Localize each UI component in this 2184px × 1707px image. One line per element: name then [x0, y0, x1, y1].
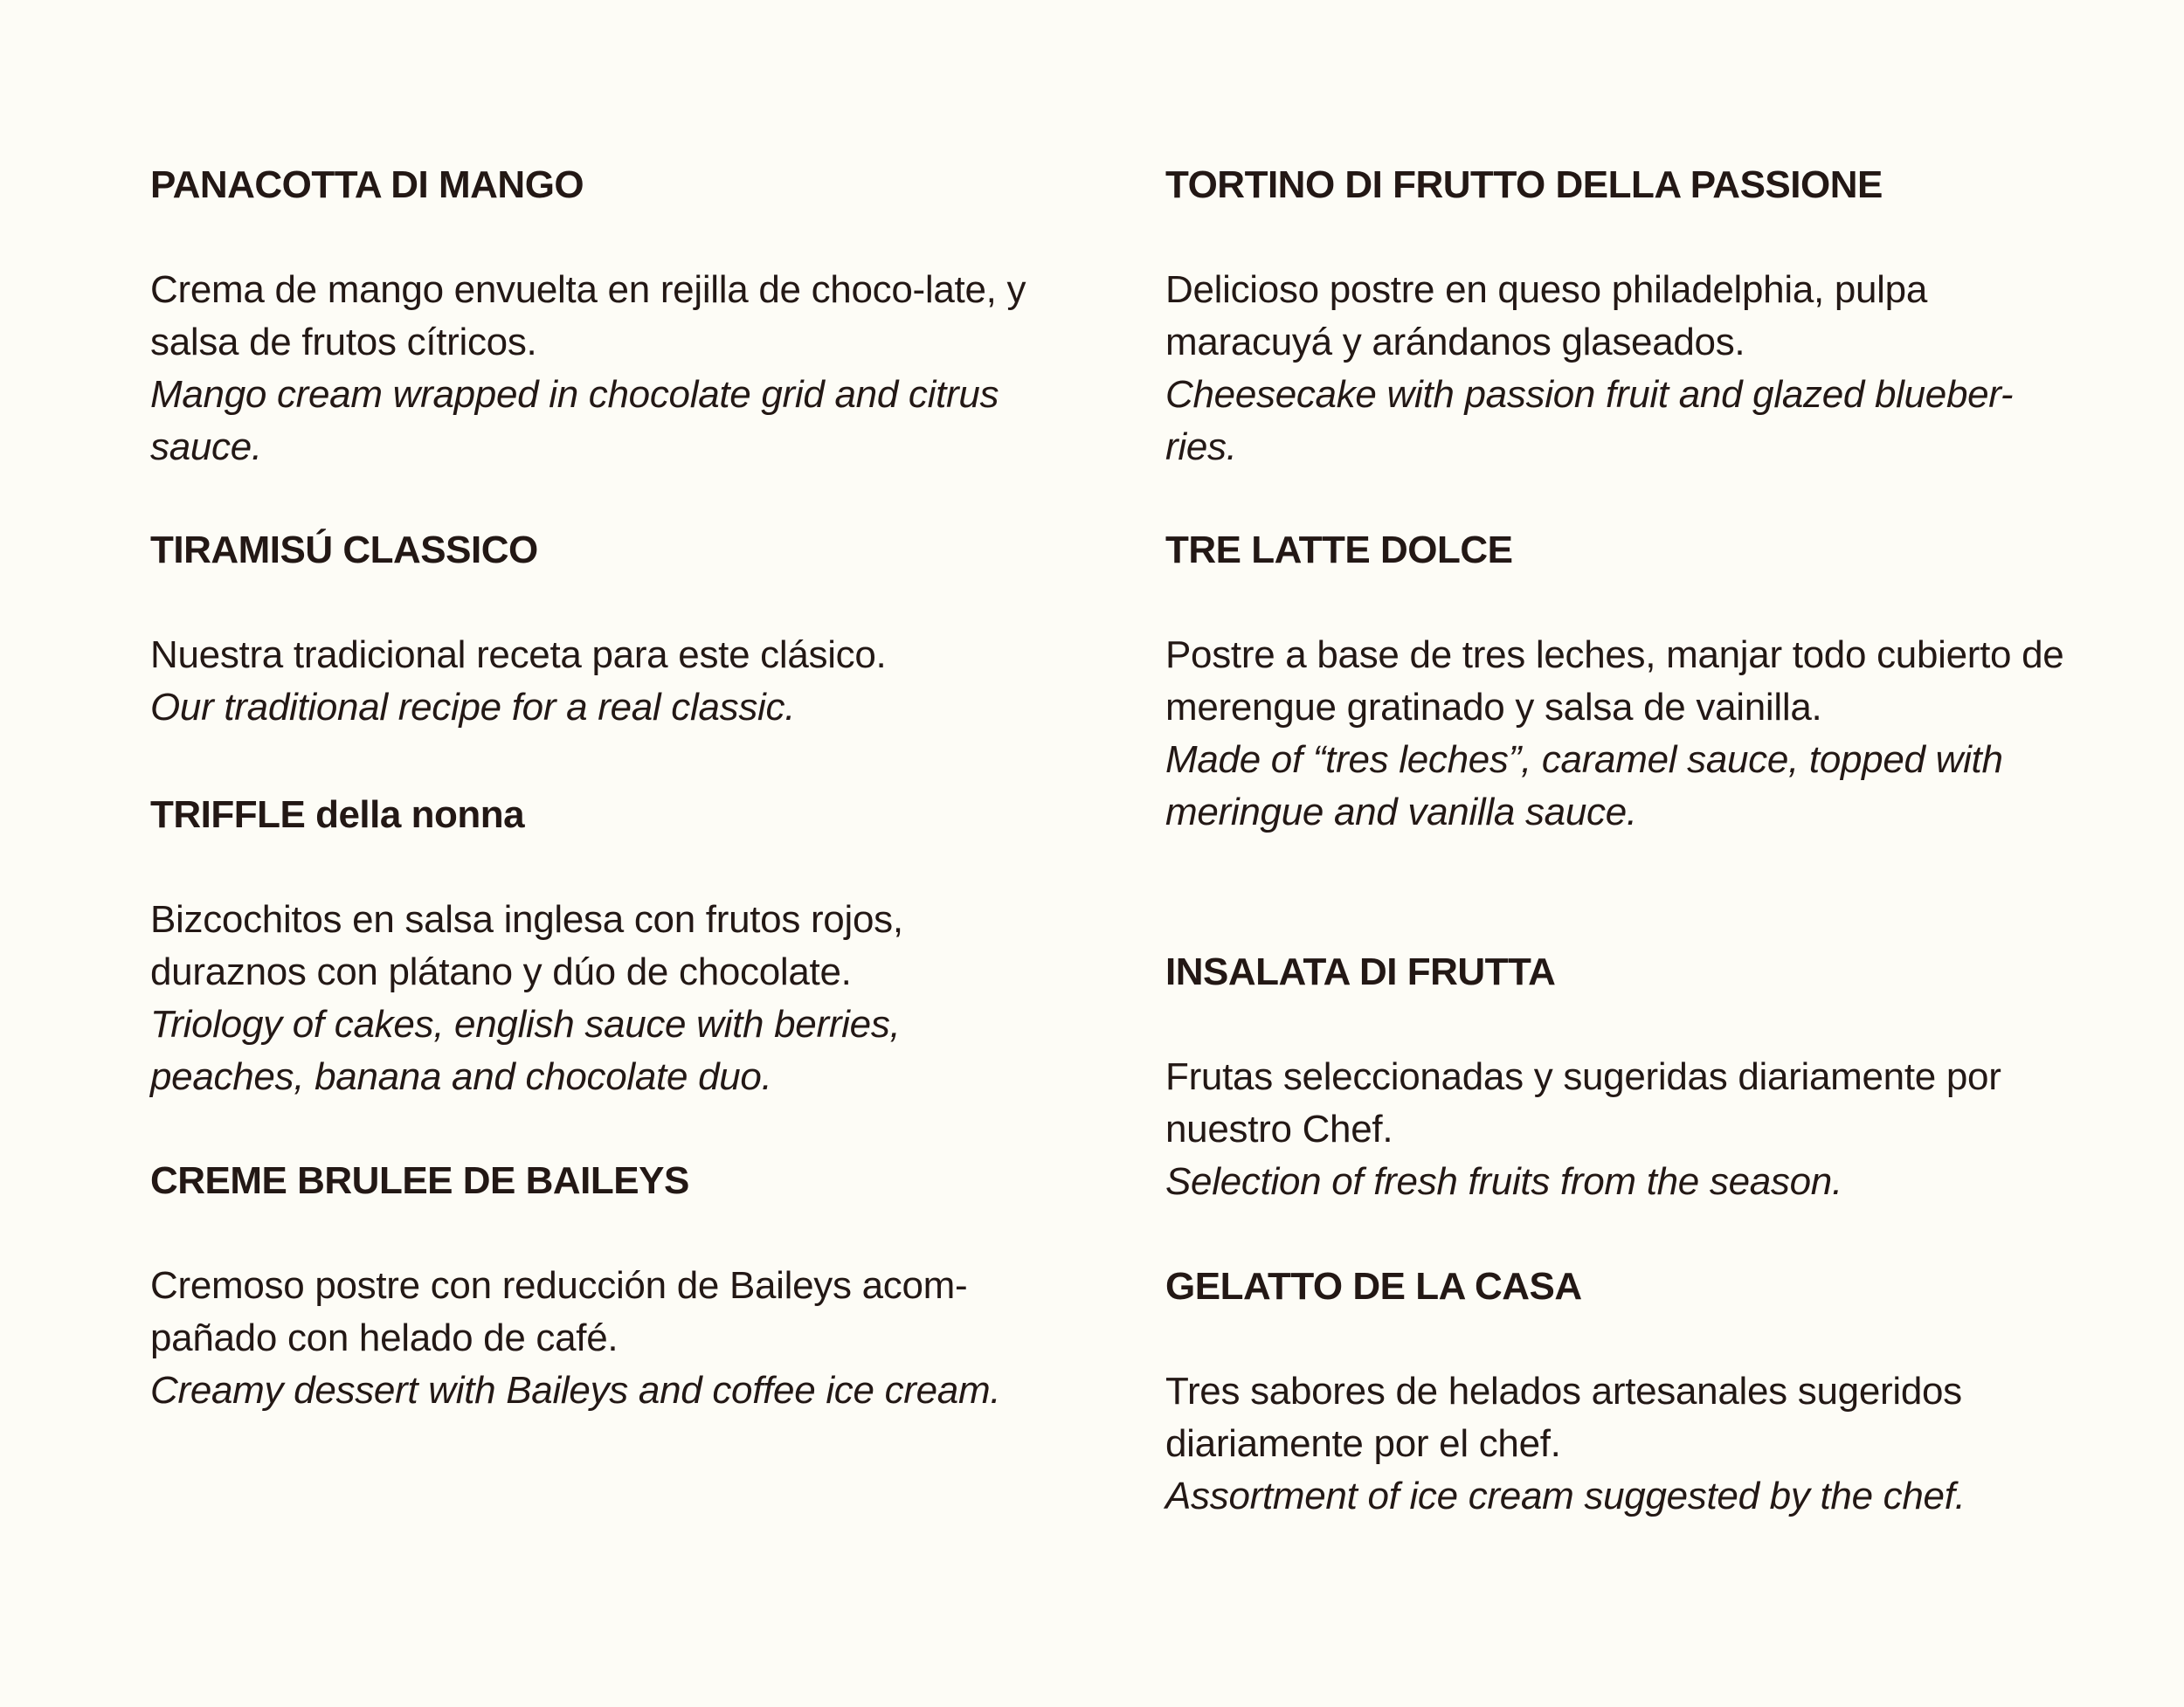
menu-item-title: TORTINO DI FRUTTO DELLA PASSIONE — [1165, 163, 1883, 206]
menu-item-description-es: Crema de mango envuelta en rejilla de choco-late, y salsa de frutos cítricos. — [150, 268, 1026, 363]
menu-item-description — [1165, 1365, 2074, 1523]
menu-item-description-en: Triology of cakes, english sauce with berries, peaches, banana and chocolate duo. — [150, 1003, 901, 1098]
menu-item-description-en: Made of “tres leches”, caramel sauce, topped with meringue and vanilla sauce. — [1165, 738, 2003, 833]
menu-item-description-en: Assortment of ice cream suggested by the chef. — [1165, 1475, 1966, 1517]
menu-item-description — [150, 894, 1059, 1103]
menu-item-description-en: Mango cream wrapped in chocolate grid and citrus sauce. — [150, 373, 999, 468]
menu-item-description — [150, 1260, 1059, 1417]
menu-item-tortino — [1165, 159, 2074, 473]
menu-item-gelatto — [1165, 1261, 2074, 1523]
menu-item-description-es: Delicioso postre en queso philadelphia, pulpa maracuyá y arándanos glaseados. — [1165, 268, 1928, 363]
menu-item-description-es: Postre a base de tres leches, manjar todo cubierto de merengue gratinado y salsa de vainilla. — [1165, 633, 2064, 729]
menu-item-title: TRE LATTE DOLCE — [1165, 529, 1513, 571]
menu-item-description-es: Frutas seleccionadas y sugeridas diariamente por nuestro Chef. — [1165, 1055, 2001, 1151]
menu-item-tiramisu — [150, 524, 1059, 734]
menu-item-title: TRIFFLE della nonna — [150, 793, 525, 836]
menu-item-title: INSALATA DI FRUTTA — [1165, 950, 1556, 993]
menu-item-panacotta — [150, 159, 1059, 473]
menu-item-description-en: Creamy dessert with Baileys and coffee ice cream. — [150, 1369, 1001, 1412]
menu-item-title: GELATTO DE LA CASA — [1165, 1265, 1582, 1308]
menu-item-creme-brulee — [150, 1155, 1059, 1417]
menu-item-description — [1165, 264, 2074, 473]
menu-item-description-es: Cremoso postre con reducción de Baileys acom-pañado con helado de café. — [150, 1264, 968, 1359]
menu-item-description — [150, 264, 1059, 473]
menu-item-description — [1165, 1051, 2074, 1208]
menu-item-description-es: Bizcochitos en salsa inglesa con frutos rojos, duraznos con plátano y dúo de chocolate. — [150, 898, 903, 993]
menu-item-insalata — [1165, 946, 2074, 1208]
menu-item-title: PANACOTTA DI MANGO — [150, 163, 584, 206]
menu-item-description-es: Nuestra tradicional receta para este clásico. — [150, 633, 887, 676]
menu-item-description-en: Our traditional recipe for a real classic. — [150, 686, 796, 729]
menu-item-description-en: Selection of fresh fruits from the season. — [1165, 1160, 1842, 1203]
menu-item-triffle — [150, 789, 1059, 1103]
menu-item-description-en: Cheesecake with passion fruit and glazed blueber-ries. — [1165, 373, 2014, 468]
menu-item-title: CREME BRULEE DE BAILEYS — [150, 1159, 689, 1202]
menu-item-description-es: Tres sabores de helados artesanales sugeridos diariamente por el chef. — [1165, 1370, 1962, 1465]
menu-item-description — [150, 629, 1059, 734]
menu-item-tre-latte — [1165, 524, 2074, 839]
menu-item-title: TIRAMISÚ CLASSICO — [150, 529, 538, 571]
menu-item-description — [1165, 629, 2074, 839]
